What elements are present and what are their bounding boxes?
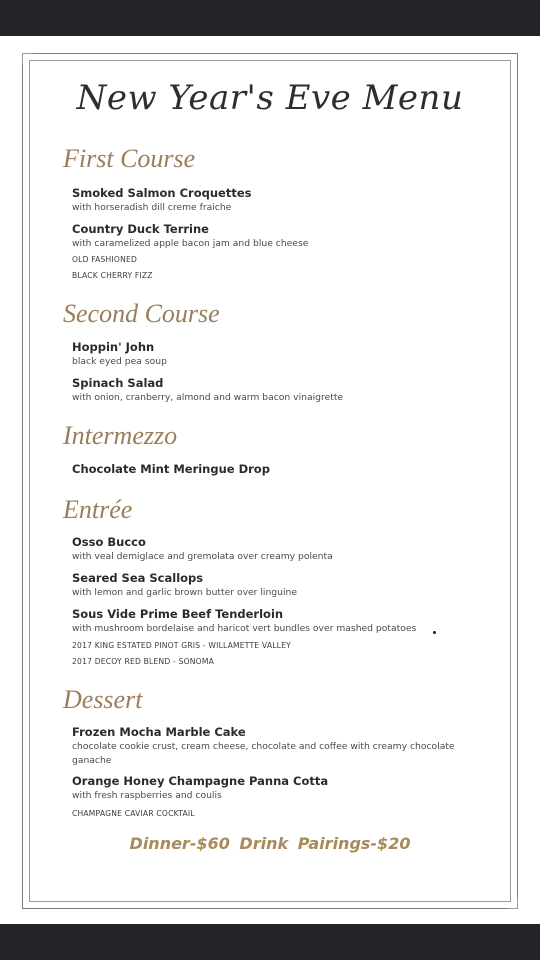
section-heading-dessert: Dessert [63,685,143,714]
menu-item-name: Osso Bucco [72,535,146,549]
menu-item-name: Spinach Salad [72,376,164,390]
menu-item-name: Smoked Salmon Croquettes [72,186,252,200]
stray-dot [433,631,436,634]
menu-item-description: with veal demiglace and gremolata over creamy polenta [72,551,333,562]
menu-item-description: black eyed pea soup [72,356,167,367]
menu-item-description: with onion, cranberry, almond and warm bacon vinaigrette [72,392,344,403]
menu-item-name: Chocolate Mint Meringue Drop [72,462,270,476]
section-heading-intermezzo: Intermezzo [63,421,178,450]
menu-item-description: with fresh raspberries and coulis [72,790,222,801]
menu-item-name: Seared Sea Scallops [72,571,204,585]
section-heading-entree: Entrée [63,495,133,524]
menu-item-name: Sous Vide Prime Beef Tenderloin [72,607,284,621]
bottom-dark-bar [0,924,540,960]
menu-item-name: Frozen Mocha Marble Cake [72,725,246,739]
top-dark-bar [0,0,540,36]
menu-item-description: with caramelized apple bacon jam and blue cheese [72,238,309,249]
section-heading-first-course: First Course [63,144,196,173]
drink-pairing: CHAMPAGNE CAVIAR COCKTAIL [72,809,195,818]
drink-pairing: 2017 DECOY RED BLEND - SONOMA [72,657,214,666]
menu-item-name: Hoppin' John [72,340,155,354]
menu-item-description: with horseradish dill creme fraiche [72,202,232,213]
drink-pairing: OLD FASHIONED [72,255,138,264]
drink-pairing: 2017 KING ESTATED PINOT GRIS - WILLAMETTE VALLEY [72,641,291,650]
menu-item-name: Orange Honey Champagne Panna Cotta [72,774,329,788]
menu-item-description: with lemon and garlic brown butter over linguine [72,587,297,598]
menu-title: New Year's Eve Menu [76,78,464,118]
menu-item-name: Country Duck Terrine [72,222,209,236]
section-heading-second-course: Second Course [63,299,220,328]
drink-pairing: BLACK CHERRY FIZZ [72,271,153,280]
menu-item-description: chocolate cookie crust, cream cheese, chocolate and coffee with creamy chocolate ganache [72,741,455,766]
menu-item-description: with mushroom bordelaise and haricot vert bundles over mashed potatoes [72,623,417,634]
price-line: Dinner-$60 Drink Pairings-$20 [129,834,411,853]
